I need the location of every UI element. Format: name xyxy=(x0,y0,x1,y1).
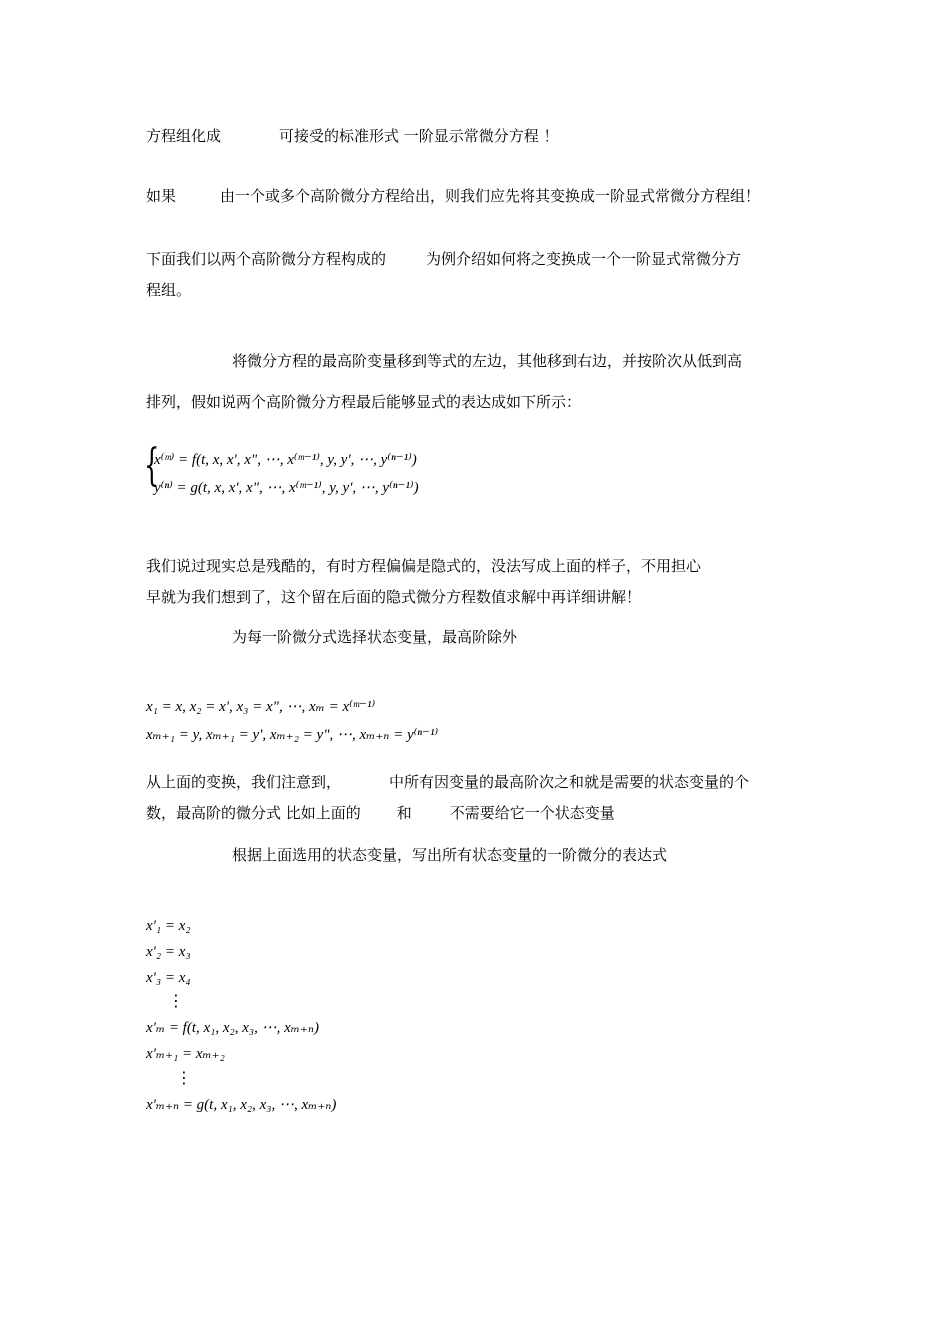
derivative-m-plus-1: x'ₘ₊₁ = xₘ₊₂ xyxy=(146,1046,225,1062)
para-line-8 xyxy=(146,587,641,607)
derivative-m-plus-n: x'ₘ₊ₙ = g(t, x₁, x₂, x₃, ⋯, xₘ₊ₙ) xyxy=(146,1097,337,1113)
para-line-6 xyxy=(146,392,581,412)
para-line-4 xyxy=(146,280,191,300)
text-segment: 由一个或多个高阶微分方程给出，则我们应先将其变换成一阶显式常微分方程组！ xyxy=(220,187,761,205)
para-line-10 xyxy=(146,772,749,792)
vertical-ellipsis-2: ⋮ xyxy=(176,1068,192,1087)
para-line-1 xyxy=(146,126,559,146)
text-segment: 和 xyxy=(396,804,412,822)
text-segment: 我们说过现实总是残酷的，有时方程偏偏是隐式的，没法写成上面的样子，不用担心 xyxy=(146,557,702,575)
para-line-12 xyxy=(232,845,667,865)
derivative-m: x'ₘ = f(t, x₁, x₂, x₃, ⋯, xₘ₊ₙ) xyxy=(146,1020,319,1036)
text-segment: 可接受的标准形式 一阶显示常微分方程 ！ xyxy=(279,127,559,145)
para-line-3 xyxy=(146,249,741,269)
text-segment: 如果 xyxy=(146,187,177,205)
text-segment: 根据上面选用的状态变量，写出所有状态变量的一阶微分的表达式 xyxy=(232,846,668,864)
derivative-1: x'₁ = x₂ xyxy=(146,918,191,934)
text-segment: 程组。 xyxy=(146,281,192,299)
text-segment: 中所有因变量的最高阶次之和就是需要的状态变量的个 xyxy=(389,773,750,791)
text-segment: 将微分方程的最高阶变量移到等式的左边，其他移到右边，并按阶次从低到高 xyxy=(232,352,743,370)
para-line-2 xyxy=(146,186,760,206)
state-definition-1: x₁ = x, x₂ = x', x₃ = x", ⋯, xₘ = x⁽ᵐ⁻¹⁾ xyxy=(146,699,376,715)
derivative-3: x'₃ = x₄ xyxy=(146,970,191,986)
equation-x: x⁽ᵐ⁾ = f(t, x, x', x", ⋯, x⁽ᵐ⁻¹⁾, y, y', ⋯, y⁽ⁿ⁻¹⁾) xyxy=(154,452,417,468)
para-line-7 xyxy=(146,556,701,576)
left-brace: { xyxy=(144,440,160,491)
equation-y: y⁽ⁿ⁾ = g(t, x, x', x", ⋯, x⁽ᵐ⁻¹⁾, y, y', ⋯, y⁽ⁿ⁻¹⁾) xyxy=(154,480,419,496)
text-segment: 下面我们以两个高阶微分方程构成的 xyxy=(146,250,387,268)
text-segment: 为每一阶微分式选择状态变量，最高阶除外 xyxy=(232,628,518,646)
para-line-5 xyxy=(232,351,742,371)
state-definition-2: xₘ₊₁ = y, xₘ₊₁ = y', xₘ₊₂ = y", ⋯, xₘ₊ₙ = y⁽ⁿ⁻¹⁾ xyxy=(146,727,439,743)
text-segment: 不需要给它一个状态变量 xyxy=(449,804,615,822)
text-segment: 数，最高阶的微分式 比如上面的 xyxy=(146,804,361,822)
text-segment: 从上面的变换，我们注意到， xyxy=(146,773,342,791)
text-segment: 方程组化成 xyxy=(146,127,222,145)
derivative-2: x'₂ = x₃ xyxy=(146,944,191,960)
vertical-ellipsis-1: ⋮ xyxy=(168,991,184,1010)
text-segment: 排列，假如说两个高阶微分方程最后能够显式的表达成如下所示： xyxy=(146,393,582,411)
para-line-9 xyxy=(232,627,517,647)
text-segment: 早就为我们想到了，这个留在后面的隐式微分方程数值求解中再详细讲解！ xyxy=(146,588,642,606)
para-line-11 xyxy=(146,803,615,823)
text-segment: 为例介绍如何将之变换成一个一阶显式常微分方 xyxy=(426,250,742,268)
